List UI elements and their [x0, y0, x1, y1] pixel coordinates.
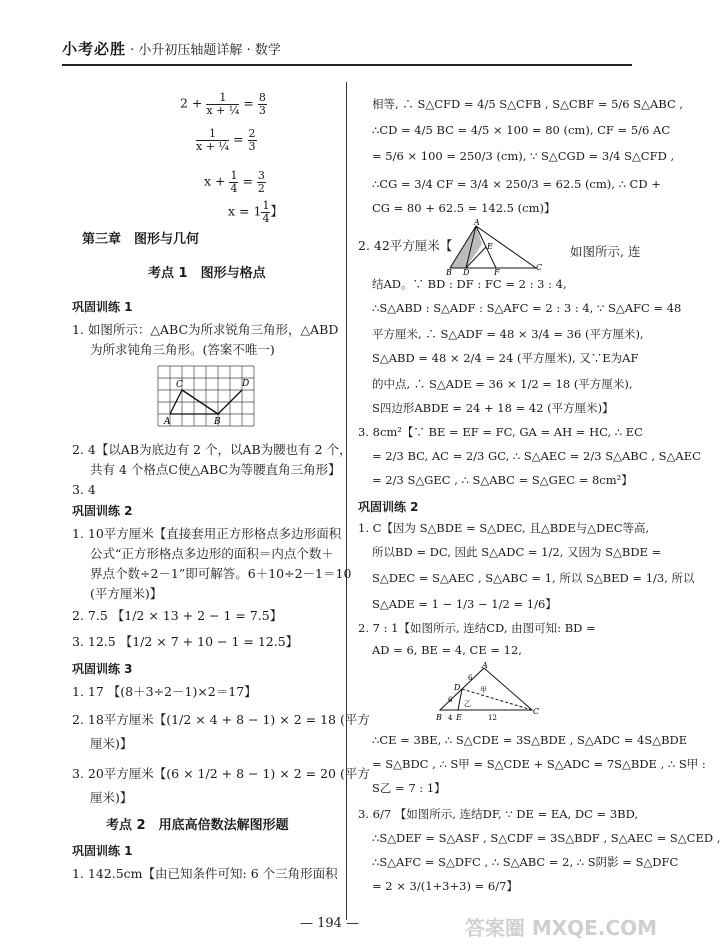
- grid-label-a: A: [164, 417, 171, 427]
- math-line-1: 2 + $\frac{1}{\text{x + ¼}}$ = $\frac{8}{3}$: [180, 91, 266, 117]
- answer-line: 1. 17 【(8＋3÷2－1)×2＝17】: [72, 684, 257, 699]
- triangle-figure-2: [436, 662, 546, 724]
- answer-line: 3. 4: [72, 482, 96, 497]
- answer-line: 1. 142.5cm【由已知条件可知: 6 个三角形面积: [72, 866, 338, 881]
- answer-line: ∴S△DEF = S△ASF , S△CDF = 3S△BDF , S△AEC = S△CED ,: [372, 831, 720, 845]
- tri2-label-d: D: [454, 683, 461, 692]
- tri1-label-f: F: [494, 268, 500, 277]
- exercise-heading: 巩固训练 2: [358, 500, 419, 514]
- watermark-logo: 答案圈 MXQE.COM: [464, 916, 657, 940]
- answer-line: 厘米)】: [90, 790, 133, 805]
- answer-line: 界点个数÷2－1”即可解答。6＋10÷2－1＝10: [90, 566, 352, 581]
- answer-line: 公式“正方形格点多边形的面积＝内点个数＋: [90, 546, 334, 561]
- tri2-label-jia: 甲: [480, 686, 487, 694]
- answer-line: 3. 6/7 【如图所示, 连结DF, ∵ DE = EA, DC = 3BD,: [358, 807, 639, 821]
- answer-line: S乙 = 7 : 1】: [372, 781, 446, 795]
- answer-line: ∴CG = 3/4 CF = 3/4 × 250/3 = 62.5 (cm), ∴ CD +: [372, 177, 661, 191]
- section-heading-kp2: 考点 2 用底高倍数法解图形题: [106, 818, 289, 833]
- answer-line: 2. 18平方厘米【(1/2 × 4 + 8 − 1) × 2 = 18 (平方: [72, 712, 370, 727]
- answer-line: 所以BD = DC, 因此 S△ADC = 1/2, 又因为 S△BDE =: [372, 545, 662, 559]
- page-number: — 194 —: [300, 916, 360, 931]
- answer-line: (平方厘米)】: [90, 586, 163, 601]
- answer-line: 2. 7 : 1【如图所示, 连结CD, 由图可知: BD =: [358, 621, 596, 635]
- answer-line: 3. 12.5 【1/2 × 7 + 10 − 1 = 12.5】: [72, 634, 299, 649]
- answer-line: ∴CD = 4/5 BC = 4/5 × 100 = 80 (cm), CF = 5/6 AC: [372, 123, 671, 137]
- tri2-label-a: A: [482, 661, 488, 670]
- answer-line: AD = 6, BE = 4, CE = 12,: [372, 643, 522, 657]
- answer-line: ∴S△AFC = S△DFC , ∴ S△ABC = 2, ∴ S阴影 = S△DFC: [372, 855, 679, 869]
- answer-line: 结AD。∵ BD : DF : FC = 2 : 3 : 4,: [372, 277, 567, 291]
- answer-line: CG = 80 + 62.5 = 142.5 (cm)】: [372, 201, 556, 215]
- answer-line: = S△BDC , ∴ S甲 = S△CDE + S△ADC = 7S△BDE , ∴ S甲 :: [372, 757, 706, 771]
- tri1-label-c: C: [536, 263, 543, 272]
- answer-line: S△ADE = 1 − 1/3 − 1/2 = 1/6】: [372, 597, 557, 611]
- answer-line: = 2 × 3/(1+3+3) = 6/7】: [372, 879, 518, 893]
- running-header: [62, 38, 281, 61]
- tri1-label-a: A: [474, 218, 480, 227]
- tri2-label-6b: 6: [448, 696, 453, 704]
- answer-line: S四边形ABDE = 24 + 18 = 42 (平方厘米)】: [372, 401, 614, 415]
- header-subtitle: · 小升初压轴题详解 · 数学: [130, 43, 281, 58]
- chapter-title: 第三章 图形与几何: [82, 232, 200, 247]
- header-rule: [62, 64, 632, 66]
- exercise-heading: 巩固训练 1: [72, 844, 133, 858]
- grid-figure: [156, 364, 256, 434]
- answer-line: 1. C【因为 S△BDE = S△DEC, 且△BDE与△DEC等高,: [358, 521, 650, 535]
- answer-line: 1. 10平方厘米【直接套用正方形格点多边形面积: [72, 526, 342, 541]
- answer-line: ∴CE = 3BE, ∴ S△CDE = 3S△BDE , S△ADC = 4S△BDE: [372, 733, 688, 747]
- grid-label-d: D: [242, 379, 250, 389]
- answer-line: 平方厘米, ∴ S△ADF = 48 × 3/4 = 36 (平方厘米),: [372, 327, 644, 341]
- column-divider: [346, 82, 347, 920]
- tri1-label-e: E: [487, 242, 493, 251]
- answer-line: = 2/3 BC, AC = 2/3 GC, ∴ S△AEC = 2/3 S△ABC , S△AEC: [372, 449, 701, 463]
- answer-line: 3. 8cm²【∵ BE = EF = FC, GA = AH = HC, ∴ EC: [358, 425, 643, 439]
- answer-line: 2. 42平方厘米【: [358, 238, 453, 253]
- grid-label-b: B: [214, 417, 221, 427]
- answer-line: S△ABD = 48 × 2/4 = 24 (平方厘米), 又∵E为AF: [372, 351, 639, 365]
- answer-line: = 5/6 × 100 = 250/3 (cm), ∵ S△CGD = 3/4 S△CFD ,: [372, 149, 675, 163]
- tri2-label-e: E: [456, 713, 462, 722]
- tri2-label-6a: 6: [468, 674, 473, 682]
- answer-line: 相等, ∴ S△CFD = 4/5 S△CFB , S△CBF = 5/6 S△ABC ,: [372, 97, 684, 111]
- tri2-label-12: 12: [488, 714, 497, 722]
- math-line-3: x + $\frac{1}{4}$ = $\frac{3}{2}$: [204, 169, 265, 195]
- answer-line: 如图所示, 连: [570, 244, 641, 259]
- answer-line: 共有 4 个格点C使△ABC为等腰直角三角形】: [90, 462, 341, 477]
- answer-line: 2. 4【以AB为底边有 2 个，以AB为腰也有 2 个，: [72, 442, 352, 457]
- math-line-4: x = 1 $\frac{1}{4}$ 】: [228, 199, 283, 225]
- answer-line: 厘米)】: [90, 736, 133, 751]
- answer-line: 的中点, ∴ S△ADE = 36 × 1/2 = 18 (平方厘米),: [372, 377, 633, 391]
- triangle-figure-1: [446, 218, 546, 276]
- tri2-label-4: 4: [448, 714, 453, 722]
- answer-line: = 2/3 S△GEC , ∴ S△ABC = S△GEC = 8cm²】: [372, 473, 633, 487]
- grid-label-c: C: [176, 380, 183, 390]
- tri2-label-yi: 乙: [464, 700, 471, 708]
- tri2-label-b: B: [436, 713, 442, 722]
- exercise-heading: 巩固训练 1: [72, 300, 133, 314]
- tri1-label-b: B: [446, 268, 452, 277]
- answer-line: 3. 20平方厘米【(6 × 1/2 + 8 − 1) × 2 = 20 (平方: [72, 766, 370, 781]
- answer-line: 1. 如图所示：△ABC为所求锐角三角形，△ABD: [72, 322, 339, 337]
- answer-line: 为所求钝角三角形。(答案不唯一): [90, 342, 275, 357]
- answer-line: ∴S△ABD : S△ADF : S△AFC = 2 : 3 : 4, ∵ S△AFC = 48: [372, 301, 682, 315]
- math-line-2: $\frac{1}{\text{x + ¼}}$ = $\frac{2}{3}$: [196, 127, 256, 153]
- exercise-heading: 巩固训练 2: [72, 504, 133, 518]
- tri1-label-d: D: [463, 268, 470, 277]
- exercise-heading: 巩固训练 3: [72, 662, 133, 676]
- header-title: 小考必胜: [62, 40, 127, 58]
- answer-line: S△DEC = S△AEC , S△ABC = 1, 所以 S△BED = 1/3, 所以: [372, 571, 695, 585]
- answer-line: 2. 7.5 【1/2 × 13 + 2 − 1 = 7.5】: [72, 608, 283, 623]
- section-heading-kp1: 考点 1 图形与格点: [148, 266, 266, 281]
- tri2-label-c: C: [533, 707, 540, 716]
